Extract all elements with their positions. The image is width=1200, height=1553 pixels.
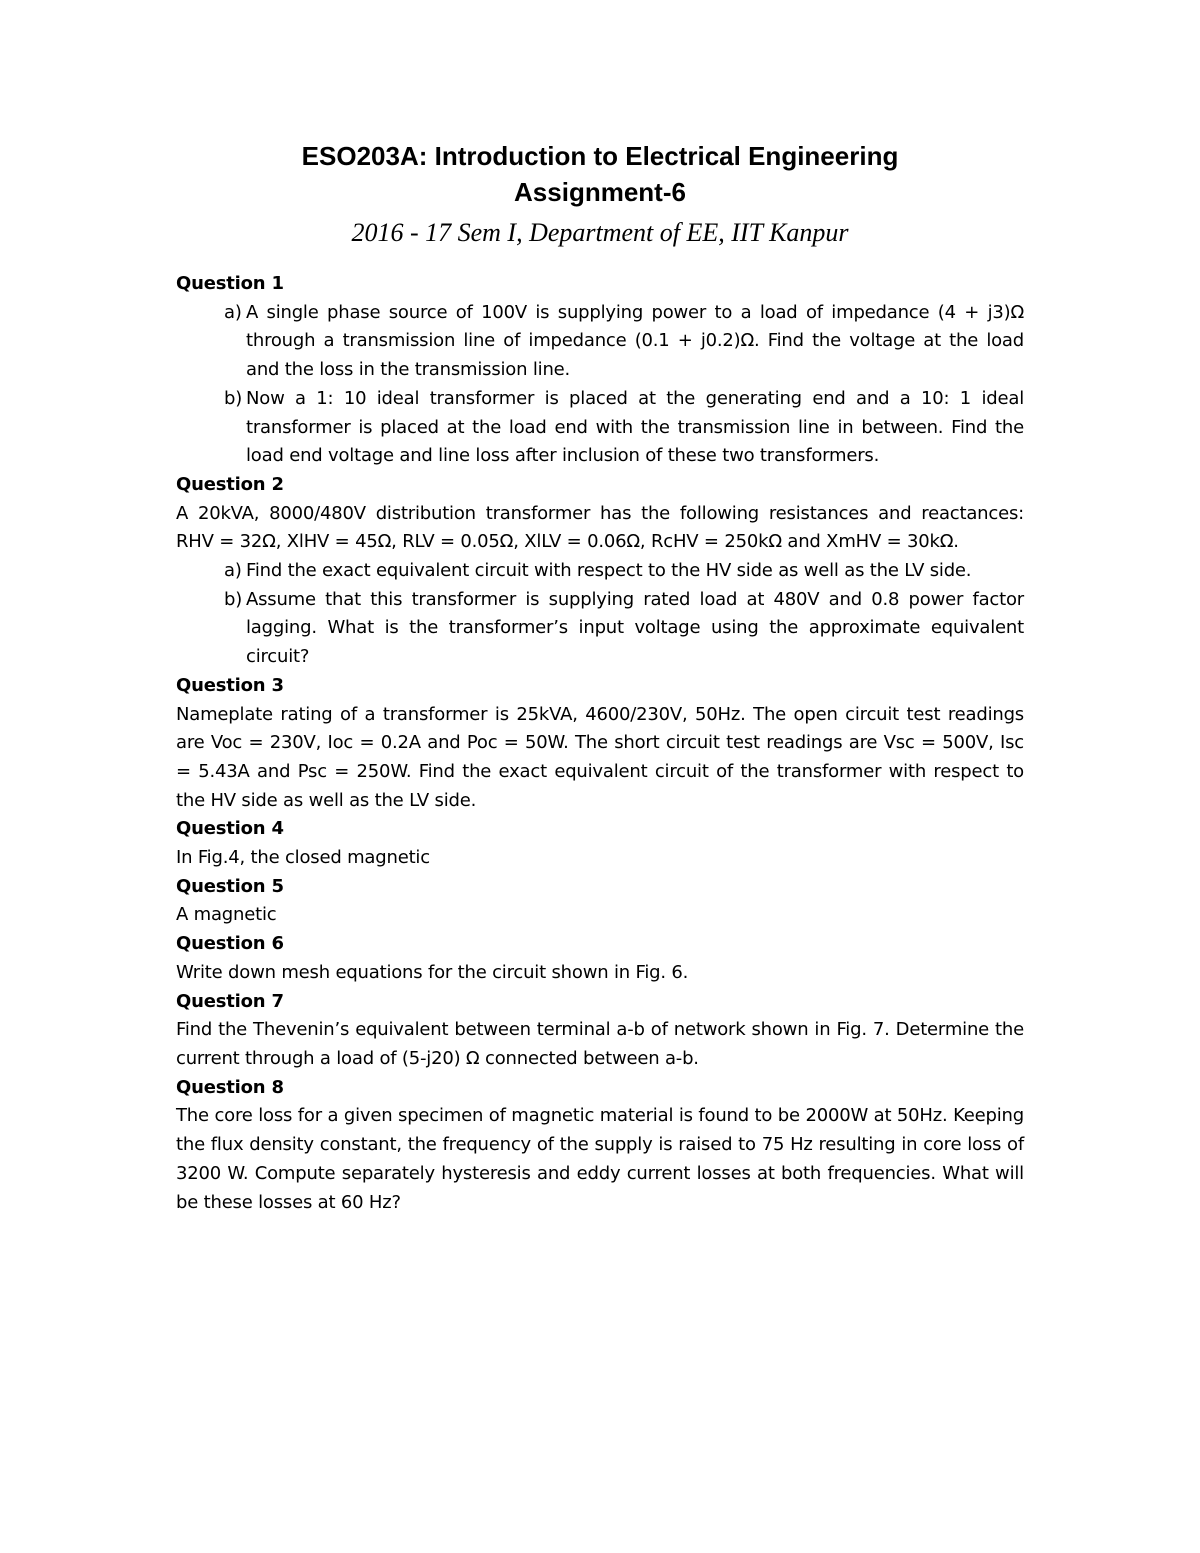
question-text: A 20kVA, 8000/480V distribution transformer has the following resistances and reactances: RHV = 32Ω, XlHV = 45Ω, RLV = 0.05Ω, XlLV = 0.06Ω, RcHV = 250kΩ and XmHV = 30kΩ. [176,502,1024,553]
question-text: The core loss for a given specimen of magnetic material is found to be 2000W at 50Hz. Keeping the flux density constant, the frequency of the supply is raised to 75 Hz resulting in core loss of 3200 W. Compute separately hysteresis and eddy current losses at both frequencies. What will be these losses at 60 Hz? [176,1105,1024,1213]
item-label: a) [224,560,242,582]
document-title: ESO203A: Introduction to Electrical Engineering [301,141,899,171]
document-subtitle: Assignment-6 [514,177,686,207]
question-text: Find the Thevenin’s equivalent between terminal a-b of network shown in Fig. 7. Determine the current through a load of (5-j20) Ω connected between a-b. [176,1019,1024,1069]
list-item [176,557,1024,586]
question-5 [176,873,1024,930]
questions-list [176,270,1024,1217]
item-text: Assume that this transformer is supplying rated load at 480V and 0.8 power factor lagging. What is the transformer’s input voltage using the approximate equivalent circuit? [246,588,1024,668]
question-heading: Question 4 [176,818,284,840]
question-text: In Fig.4, the closed magnetic [176,847,430,869]
question-heading: Question 2 [176,473,284,495]
question-heading: Question 5 [176,875,284,897]
question-heading: Question 8 [176,1076,284,1098]
question-2 [176,471,1024,672]
document-page [176,140,1024,1217]
question-8 [176,1074,1024,1218]
list-item [176,385,1024,471]
question-heading: Question 1 [176,273,284,294]
question-text: Nameplate rating of a transformer is 25kVA, 4600/230V, 50Hz. The open circuit test readings are Voc = 230V, Ioc = 0.2A and Poc = 50W. The short circuit test readings are Vsc = 500V, Isc = 5.43A and Psc = 250W. Find the exact equivalent circuit of the transformer with respect to the HV side as well as the LV side. [176,703,1024,811]
item-text: A single phase source of 100V is supplying power to a load of impedance (4 + j3)Ω through a transmission line of impedance (0.1 + j0.2)Ω. Find the voltage at the load and the loss in the transmission line. [246,301,1024,381]
item-label: b) [224,588,243,610]
item-label: b) [224,387,243,409]
question-text: A magnetic [176,904,277,926]
list-item [176,299,1024,385]
item-label: a) [224,301,242,323]
item-text: Find the exact equivalent circuit with respect to the HV side as well as the LV side. [246,560,972,582]
question-heading: Question 6 [176,933,284,955]
list-item [176,586,1024,672]
question-4 [176,815,1024,872]
question-heading: Question 3 [176,674,284,696]
question-7 [176,988,1024,1074]
question-1 [176,270,1024,471]
document-meta: 2016 - 17 Sem I, Department of EE, IIT Kanpur [351,218,849,247]
question-heading: Question 7 [176,990,284,1012]
question-6 [176,930,1024,987]
question-text: Write down mesh equations for the circuit shown in Fig. 6. [176,961,689,983]
item-text: Now a 1: 10 ideal transformer is placed at the generating end and a 10: 1 ideal transformer is placed at the load end with the transmission line in between. Find the load end voltage and line loss after inclusion of these two transformers. [246,387,1024,467]
question-3 [176,672,1024,816]
